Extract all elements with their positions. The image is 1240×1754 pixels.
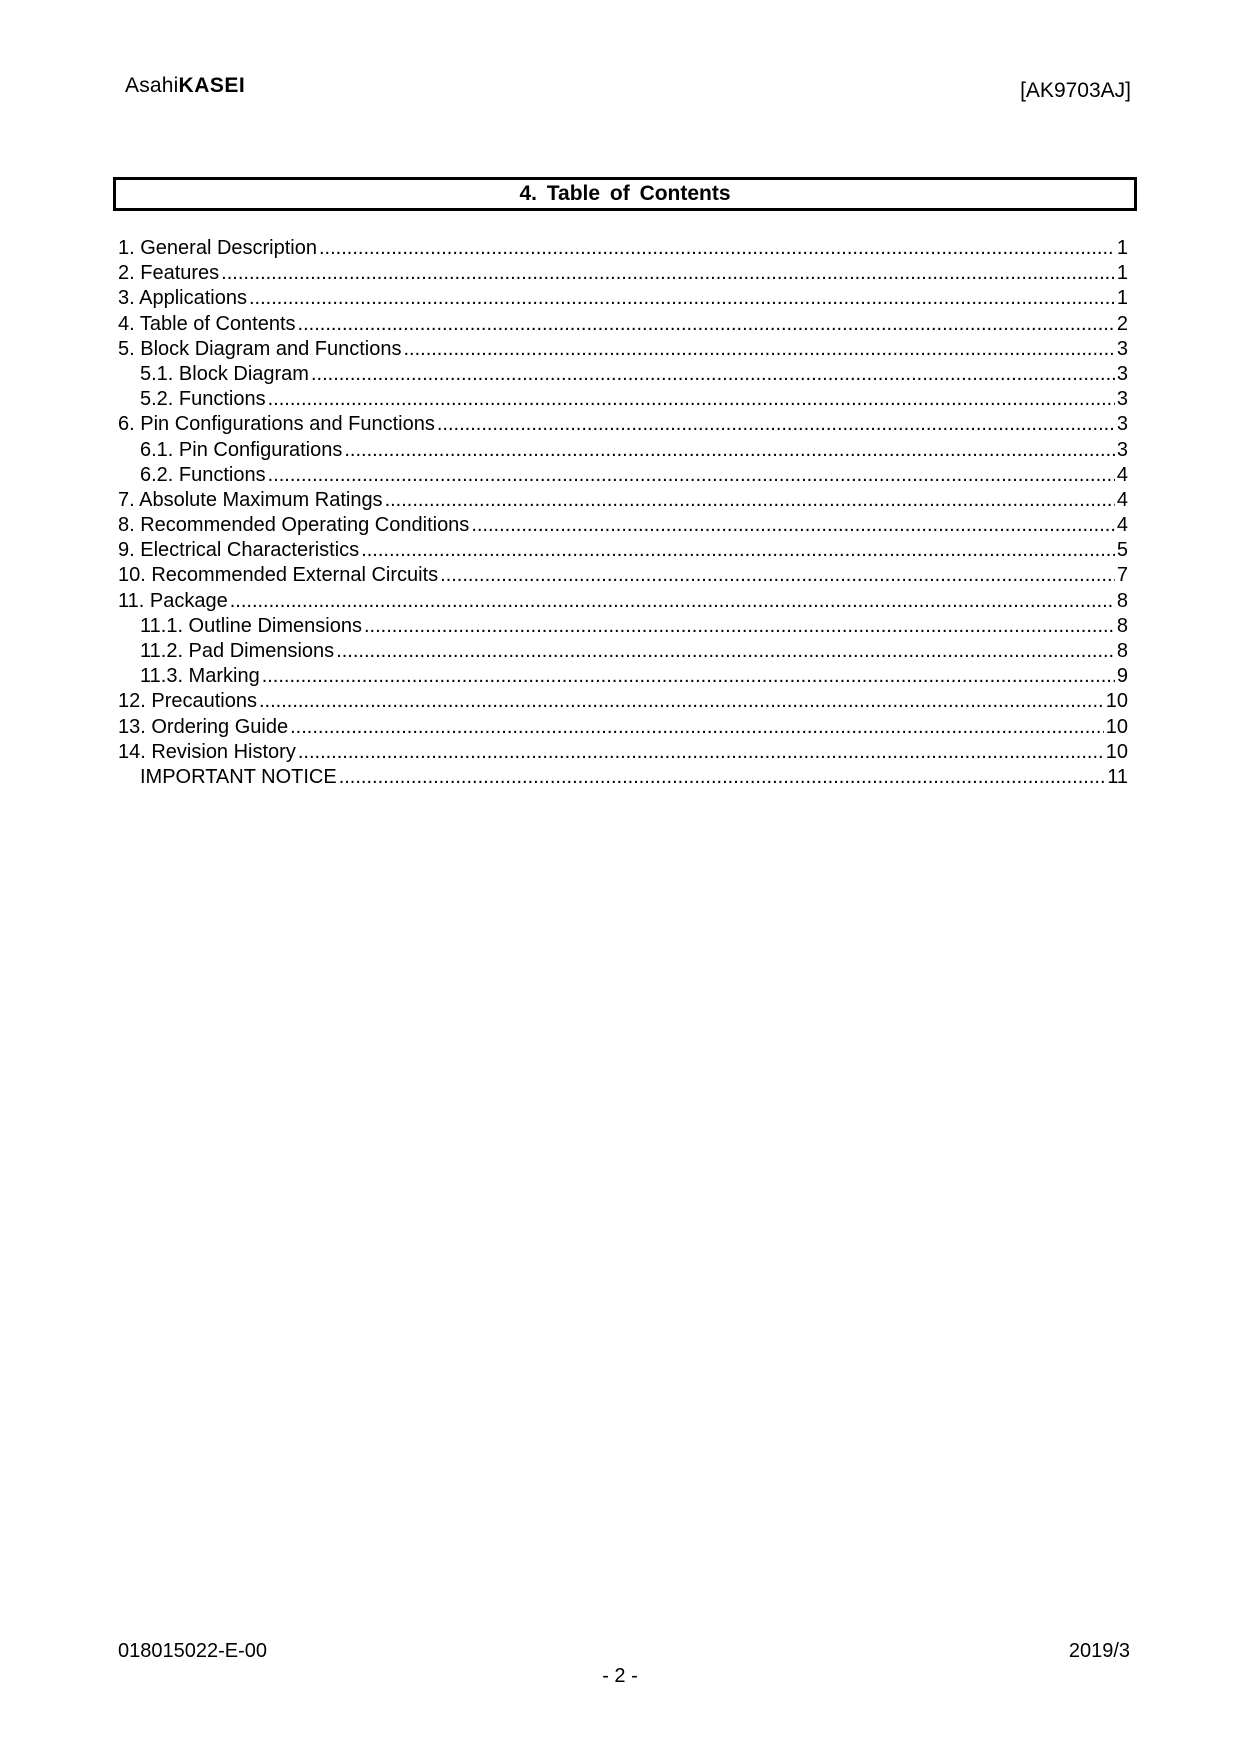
toc-entry[interactable] xyxy=(118,664,1128,689)
toc-entry-page: 10 xyxy=(1105,690,1128,713)
toc-entry-title: 11. Package xyxy=(118,589,228,612)
toc-entry-title: 11.3. Marking xyxy=(140,665,260,688)
toc-entry[interactable] xyxy=(118,538,1128,563)
toc-dot-leader xyxy=(471,513,1115,538)
table-of-contents xyxy=(118,236,1128,790)
toc-dot-leader xyxy=(298,740,1104,765)
toc-dot-leader xyxy=(336,639,1115,664)
toc-dot-leader xyxy=(361,538,1115,563)
toc-dot-leader xyxy=(364,614,1115,639)
toc-entry[interactable] xyxy=(118,412,1128,437)
toc-entry-title: 6.1. Pin Configurations xyxy=(140,438,343,461)
toc-dot-leader xyxy=(290,715,1104,740)
toc-entry[interactable] xyxy=(118,438,1128,463)
toc-entry[interactable] xyxy=(118,261,1128,286)
toc-entry-page: 1 xyxy=(1116,262,1128,285)
toc-entry[interactable] xyxy=(118,513,1128,538)
toc-dot-leader xyxy=(259,689,1104,714)
toc-entry-title: 11.1. Outline Dimensions xyxy=(140,614,362,637)
toc-entry-page: 10 xyxy=(1105,740,1128,763)
toc-entry-page: 7 xyxy=(1116,564,1128,587)
toc-entry-page: 2 xyxy=(1116,312,1128,335)
toc-dot-leader xyxy=(268,387,1115,412)
toc-entry[interactable] xyxy=(118,488,1128,513)
toc-entry-title: 5.2. Functions xyxy=(140,388,266,411)
toc-entry-page: 1 xyxy=(1116,287,1128,310)
toc-entry-page: 3 xyxy=(1116,438,1128,461)
toc-dot-leader xyxy=(230,589,1115,614)
company-logo xyxy=(125,72,245,100)
toc-dot-leader xyxy=(249,286,1115,311)
document-id: [AK9703AJ] xyxy=(1020,79,1131,102)
toc-entry[interactable] xyxy=(118,286,1128,311)
toc-entry[interactable] xyxy=(118,639,1128,664)
toc-entry-page: 3 xyxy=(1116,388,1128,411)
toc-entry-title: 1. General Description xyxy=(118,237,317,259)
toc-dot-leader xyxy=(298,312,1115,337)
toc-dot-leader xyxy=(268,463,1115,488)
footer-page-number: - 2 - xyxy=(602,1665,638,1687)
toc-entry-title: 7. Absolute Maximum Ratings xyxy=(118,488,383,511)
logo-text-asahi: Asahi xyxy=(125,74,179,97)
toc-dot-leader xyxy=(403,337,1114,362)
toc-entry[interactable] xyxy=(118,740,1128,765)
toc-dot-leader xyxy=(319,236,1115,261)
toc-entry-page: 4 xyxy=(1116,488,1128,511)
toc-entry-title: 2. Features xyxy=(118,262,220,285)
toc-entry[interactable] xyxy=(118,463,1128,488)
toc-dot-leader xyxy=(440,563,1115,588)
toc-entry[interactable] xyxy=(118,236,1128,261)
toc-dot-leader xyxy=(221,261,1115,286)
toc-entry-page: 4 xyxy=(1116,514,1128,537)
toc-entry-title: 11.2. Pad Dimensions xyxy=(140,640,335,662)
toc-entry[interactable] xyxy=(118,689,1128,714)
toc-entry-page: 8 xyxy=(1116,614,1128,637)
toc-entry[interactable] xyxy=(118,312,1128,337)
toc-entry-page: 9 xyxy=(1116,665,1128,688)
toc-entry-title: 6.2. Functions xyxy=(140,463,266,486)
toc-dot-leader xyxy=(344,438,1115,463)
toc-entry[interactable] xyxy=(118,563,1128,588)
toc-entry-page: 5 xyxy=(1116,539,1128,562)
toc-entry-page: 1 xyxy=(1116,237,1128,259)
toc-dot-leader xyxy=(262,664,1115,689)
toc-entry-title: 13. Ordering Guide xyxy=(118,715,289,738)
toc-entry-page: 11 xyxy=(1107,765,1128,788)
toc-entry-title: 8. Recommended Operating Conditions xyxy=(118,514,470,537)
toc-entry-title: 3. Applications xyxy=(118,287,247,310)
toc-dot-leader xyxy=(437,412,1115,437)
toc-entry-page: 3 xyxy=(1116,337,1128,360)
toc-entry[interactable] xyxy=(118,337,1128,362)
toc-entry[interactable] xyxy=(118,715,1128,740)
toc-dot-leader xyxy=(311,362,1115,387)
toc-entry-page: 4 xyxy=(1116,463,1128,486)
toc-entry[interactable] xyxy=(118,362,1128,387)
toc-entry-title: IMPORTANT NOTICE xyxy=(140,765,337,788)
toc-entry-page: 10 xyxy=(1105,715,1128,738)
toc-entry-title: 6. Pin Configurations and Functions xyxy=(118,413,435,436)
toc-entry[interactable] xyxy=(118,765,1128,790)
footer-date: 2019/3 xyxy=(1068,1640,1130,1662)
toc-entry-title: 14. Revision History xyxy=(118,740,296,763)
toc-entry[interactable] xyxy=(118,387,1128,412)
toc-entry-title: 9. Electrical Characteristics xyxy=(118,539,360,562)
toc-dot-leader xyxy=(385,488,1115,513)
toc-entry-page: 8 xyxy=(1116,640,1128,662)
toc-entry-page: 3 xyxy=(1116,362,1128,385)
toc-entry-page: 8 xyxy=(1116,589,1128,612)
toc-entry-title: 4. Table of Contents xyxy=(118,312,296,335)
toc-entry-title: 5. Block Diagram and Functions xyxy=(118,337,402,360)
toc-entry-title: 10. Recommended External Circuits xyxy=(118,564,439,587)
toc-entry-page: 3 xyxy=(1116,413,1128,436)
toc-entry[interactable] xyxy=(118,589,1128,614)
toc-entry[interactable] xyxy=(118,614,1128,639)
toc-dot-leader xyxy=(339,765,1106,790)
footer-doc-code: 018015022-E-00 xyxy=(118,1640,268,1662)
logo-text-kasei: KASEI xyxy=(178,74,246,97)
section-title: 4. Table of Contents xyxy=(519,182,731,205)
section-title-box xyxy=(113,177,1137,211)
toc-entry-title: 5.1. Block Diagram xyxy=(140,362,309,385)
toc-entry-title: 12. Precautions xyxy=(118,690,257,713)
